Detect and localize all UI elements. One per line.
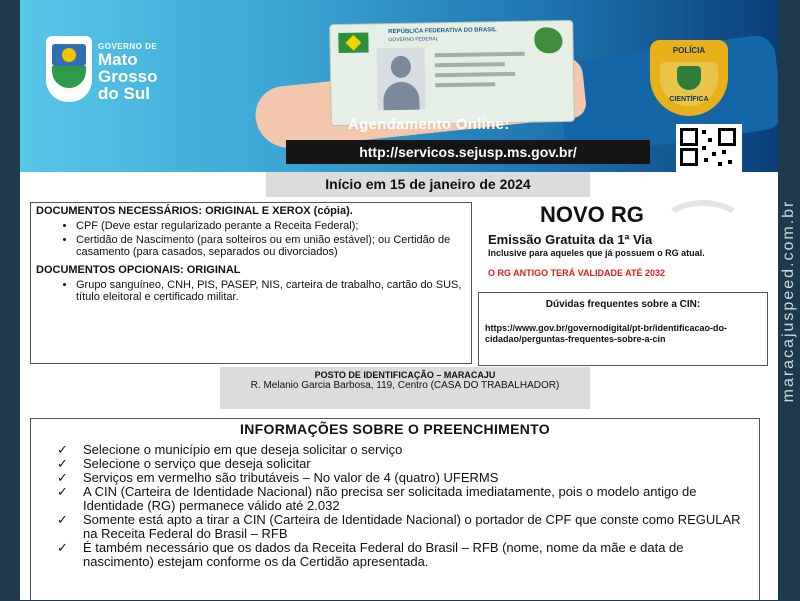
card-subheader: GOVERNO FEDERAL [388, 36, 439, 44]
optional-docs-title: DOCUMENTOS OPCIONAIS: ORIGINAL [36, 264, 241, 276]
police-bottom-label: CIENTÍFICA [669, 96, 709, 103]
info-item: ✓ Selecione o município em que deseja solicitar o serviço [57, 442, 403, 457]
required-doc-item: • Certidão de Nascimento (para solteiros ou em união estável); ou Certidão de casamento (para casados, separados ou divorciados) [76, 234, 466, 258]
police-badge-logo [650, 40, 728, 116]
info-title: INFORMAÇÕES SOBRE O PREENCHIMENTO [240, 421, 550, 437]
info-item: ✓ É também necessário que os dados da Receita Federal do Brasil – RFB (nome, nome da mãe e data de nascimento) estejam conforme os da Certidão apresentada. [57, 540, 684, 569]
check-icon: ✓ [57, 484, 68, 499]
url-box[interactable] [286, 140, 650, 164]
required-docs-list [36, 220, 466, 258]
posto-title: POSTO DE IDENTIFICAÇÃO – MARACAJU [314, 370, 496, 380]
scheduling-url-link[interactable]: http://servicos.sejusp.ms.gov.br/ [359, 144, 577, 160]
info-item: ✓ Serviços em vermelho são tributáveis – No valor de 4 (quatro) UFERMS [57, 470, 499, 485]
faq-link[interactable]: https://www.gov.br/governodigital/pt-br/identificacao-do-cidadao/perguntas-frequentes-sobre-a-cin [485, 323, 727, 344]
check-icon: ✓ [57, 540, 68, 555]
id-card-image [329, 20, 575, 126]
ms-government-logo [46, 36, 182, 104]
required-doc-item: • CPF (Deve estar regularizado perante a Receita Federal); [76, 220, 466, 232]
identification-post-box [220, 367, 590, 409]
faq-box [478, 292, 768, 366]
required-docs-title: DOCUMENTOS NECESSÁRIOS: ORIGINAL E XEROX (cópia). [36, 205, 353, 217]
info-item: ✓ A CIN (Carteira de Identidade Nacional) não precisa ser solicitada imediatamente, pois o modelo antigo de Identidade (RG) permanece válido até 2.032 [57, 484, 697, 513]
start-date-banner: Início em 15 de janeiro de 2024 [266, 172, 590, 197]
info-box [30, 418, 760, 600]
old-rg-validity-warning: O RG ANTIGO TERÁ VALIDADE ATÉ 2032 [488, 268, 666, 278]
info-list [57, 443, 757, 569]
info-item: ✓ Somente está apto a tirar a CIN (Carteira de Identidade Nacional) o portador de CPF que conste como REGULAR na Receita Federal do Brasil – RFB [57, 512, 741, 541]
brazil-flag-icon [338, 32, 368, 53]
watermark-strip [778, 0, 800, 600]
check-icon: ✓ [57, 456, 68, 471]
gov-small-label: GOVERNO DE [98, 42, 158, 51]
gov-line-3: do Sul [98, 84, 150, 103]
header-banner [20, 0, 778, 172]
person-photo-icon [377, 47, 426, 110]
gov-line-1: Mato [98, 50, 138, 69]
check-icon: ✓ [57, 512, 68, 527]
posto-address: R. Melanio Garcia Barbosa, 119, Centro (CASA DO TRABALHADOR) [250, 380, 560, 391]
brazil-map-icon [534, 27, 562, 53]
flyer-page [20, 0, 778, 600]
watermark-text: maracajuspeed.com.br [780, 199, 797, 403]
ms-crest-icon [46, 36, 92, 102]
qr-code-icon[interactable] [676, 124, 742, 172]
police-crest-icon [677, 66, 701, 90]
optional-docs-list [36, 279, 466, 303]
documents-box [30, 202, 472, 364]
police-top-label: POLÍCIA [672, 46, 706, 55]
check-icon: ✓ [57, 470, 68, 485]
optional-doc-item: • Grupo sanguíneo, CNH, PIS, PASEP, NIS, carteira de trabalho, cartão do SUS, título eleitoral e certificado militar. [76, 279, 466, 303]
faq-title: Dúvidas frequentes sobre a CIN: [545, 299, 701, 310]
novo-rg-title: NOVO RG [540, 202, 644, 227]
agendamento-label: Agendamento Online: [348, 116, 510, 133]
wave-decoration [662, 200, 744, 248]
info-item: ✓ Selecione o serviço que deseja solicitar [57, 456, 311, 471]
check-icon: ✓ [57, 442, 68, 457]
gov-line-2: Grosso [98, 67, 158, 86]
card-header: REPÚBLICA FEDERATIVA DO BRASIL [388, 27, 497, 36]
inclusive-note: Inclusive para aqueles que já possuem o RG atual. [488, 248, 705, 258]
free-emission-label: Emissão Gratuita da 1ª Via [488, 232, 653, 247]
